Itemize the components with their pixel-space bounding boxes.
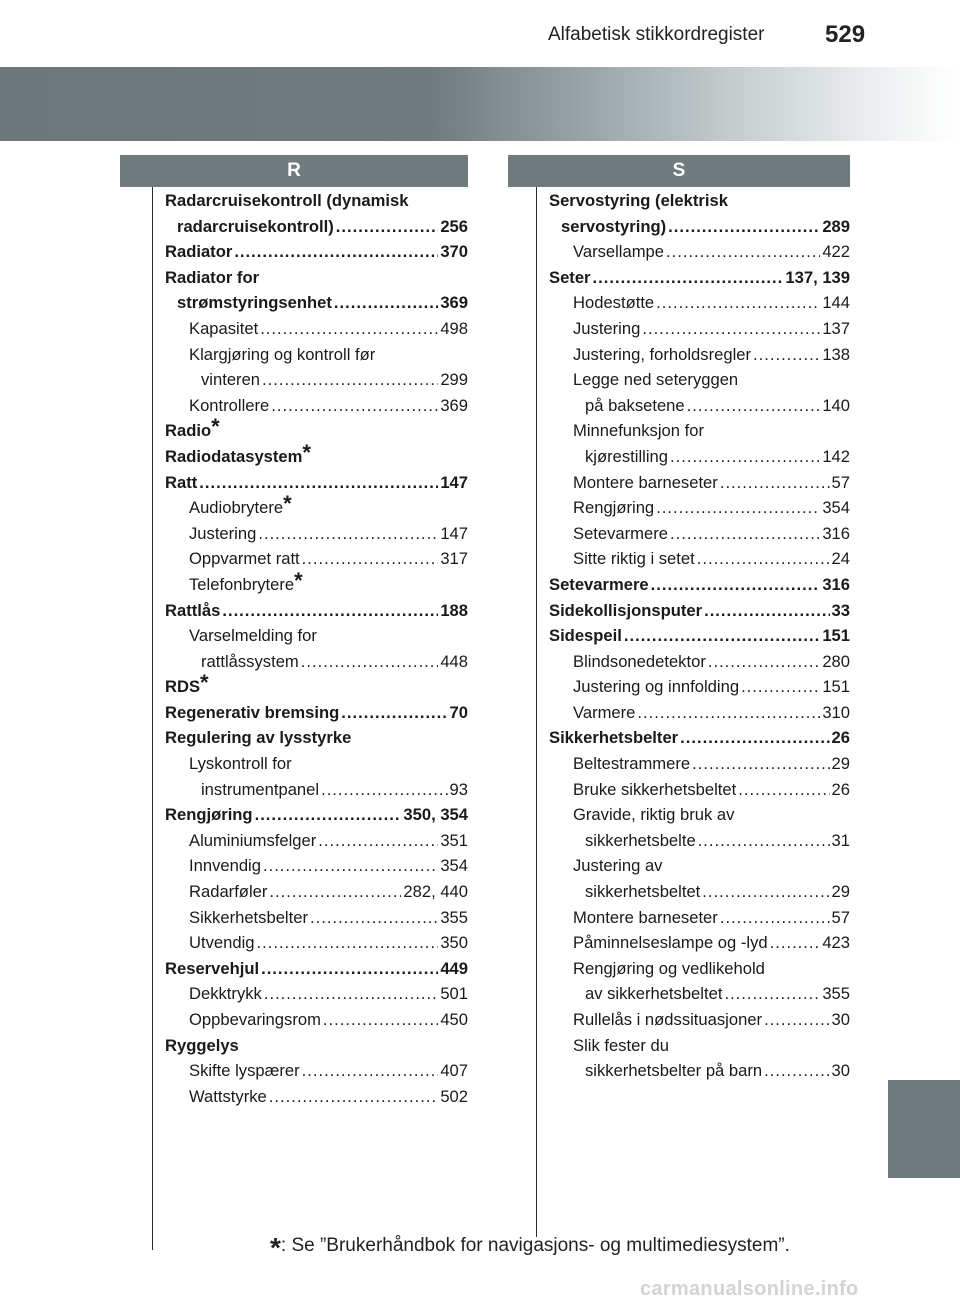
index-entry: [165, 905, 468, 931]
dot-leader: [764, 1007, 829, 1033]
dot-leader: [764, 1058, 829, 1084]
dot-leader: [637, 700, 820, 726]
index-entry-term: Ratt: [165, 472, 198, 492]
dot-leader: [263, 853, 438, 879]
footnote: [270, 1232, 870, 1264]
index-entry-term: Radiator for: [165, 267, 260, 287]
index-entry-page: 310: [822, 702, 850, 722]
index-entry-term: Justering: [189, 523, 257, 543]
index-entry-page: 147: [440, 523, 468, 543]
index-entry: [549, 188, 850, 214]
index-entry-page: 351: [440, 830, 468, 850]
index-entry-term: Minnefunksjon for: [573, 421, 704, 441]
index-entry-term: radarcruisekontroll): [177, 216, 334, 236]
column-divider-left: [152, 187, 153, 1250]
index-entry-page: 188: [440, 600, 468, 620]
page-number: 529: [825, 21, 866, 48]
dot-leader: [698, 828, 830, 854]
index-entry-term: Skifte lyspærer: [189, 1061, 300, 1081]
index-entry-term: på baksetene: [585, 395, 685, 415]
index-entry-term: sikkerhetsbeltet: [585, 882, 701, 902]
index-entry-page: 33: [831, 600, 850, 620]
dot-leader: [687, 393, 821, 419]
dot-leader: [336, 214, 439, 240]
index-entry-page: 30: [831, 1061, 850, 1081]
index-entry-page: 57: [831, 472, 850, 492]
index-entry-term: Reservehjul: [165, 958, 260, 978]
dot-leader: [753, 342, 820, 368]
header-banner: [0, 67, 960, 141]
index-entry: [165, 623, 468, 649]
index-entry: [165, 649, 468, 675]
index-entry-term: Kontrollere: [189, 395, 270, 415]
index-entry-term: Klargjøring og kontroll før: [189, 344, 376, 364]
dot-leader: [770, 930, 821, 956]
index-entry: [165, 470, 468, 496]
index-entry-term: Sitte riktig i setet: [573, 549, 695, 569]
index-entry: [549, 495, 850, 521]
index-entry-term: Slik fester du: [573, 1035, 669, 1055]
index-entry: [549, 981, 850, 1007]
footnote-marker: *: [270, 1232, 281, 1263]
index-entry: [549, 674, 850, 700]
index-entry-page: 355: [822, 984, 850, 1004]
index-entry: [549, 521, 850, 547]
index-entry-page: 30: [831, 1010, 850, 1029]
index-entry: [549, 546, 850, 572]
index-entry: [165, 367, 468, 393]
section-tab: [888, 1080, 960, 1178]
index-entry-page: 137: [822, 318, 850, 338]
index-entry: [549, 853, 850, 879]
dot-leader: [692, 751, 829, 777]
index-entry: [549, 316, 850, 342]
dot-leader: [321, 777, 447, 803]
index-entry: [165, 1084, 468, 1110]
index-entry: [165, 1007, 468, 1033]
dot-leader: [680, 725, 829, 751]
dot-leader: [264, 981, 438, 1007]
dot-leader: [642, 316, 820, 342]
dot-leader: [318, 828, 438, 854]
index-entry-term: Legge ned seteryggen: [573, 370, 739, 390]
index-entry: [549, 444, 850, 470]
index-entry: [549, 879, 850, 905]
index-entry-term: RDS: [165, 677, 201, 697]
dot-leader: [310, 905, 438, 931]
index-entry-term: Sidespeil: [549, 626, 622, 646]
index-entry-term: Montere barneseter: [573, 472, 718, 492]
index-entry: [549, 393, 850, 419]
index-entry-page: 423: [822, 933, 850, 953]
index-entry-term: Rattlås: [165, 600, 221, 620]
index-entry-page: 370: [440, 242, 468, 262]
index-entry: [165, 930, 468, 956]
index-entry: [549, 700, 850, 726]
index-entry-term: Hodestøtte: [573, 293, 655, 313]
index-entry-term: strømstyringsenhet: [177, 293, 332, 313]
index-entry-term: Rengjøring: [573, 498, 655, 518]
index-entry-page: 299: [440, 370, 468, 390]
index-entry: [549, 470, 850, 496]
dot-leader: [262, 367, 438, 393]
dot-leader: [255, 802, 402, 828]
index-entry-page: 350: [440, 933, 468, 953]
index-entry-term: Telefonbrytere: [189, 574, 295, 594]
index-entry-page: 407: [440, 1061, 468, 1081]
index-entry: [549, 1007, 850, 1033]
index-entry: [165, 316, 468, 342]
index-entry-page: 151: [822, 677, 850, 697]
index-entry-page: 422: [822, 242, 850, 262]
index-entry: [549, 930, 850, 956]
index-entry: [165, 598, 468, 624]
index-entry-page: 450: [440, 1010, 468, 1029]
dot-leader: [301, 649, 439, 675]
index-entry: [165, 802, 468, 828]
index-entry-term: Kapasitet: [189, 318, 259, 338]
index-entry-term: Regenerativ bremsing: [165, 702, 340, 722]
index-entry-page: 498: [440, 318, 468, 338]
index-entry-term: Sikkerhetsbelter: [549, 728, 679, 748]
index-entry-term: Montere barneseter: [573, 907, 718, 927]
index-entry-page: 31: [831, 830, 850, 850]
index-entry-term: Regulering av lysstyrke: [165, 728, 352, 748]
dot-leader: [656, 290, 820, 316]
dot-leader: [323, 1007, 438, 1033]
index-entry: [165, 342, 468, 368]
index-entry-term: kjørestilling: [585, 446, 668, 466]
index-entry-term: Justering og innfolding: [573, 677, 740, 697]
index-entry-term: Setevarmere: [549, 574, 649, 594]
index-entry-page: 502: [440, 1086, 468, 1106]
index-entry-page: 350, 354: [403, 805, 468, 825]
dot-leader: [702, 879, 829, 905]
index-entry-page: 354: [822, 498, 850, 518]
index-entry: [549, 239, 850, 265]
dot-leader: [341, 700, 447, 726]
index-entry-term: Servostyring (elektrisk: [549, 191, 728, 210]
index-entry-term: instrumentpanel: [201, 779, 320, 799]
index-entry-page: 137, 139: [785, 267, 850, 287]
index-entry-page: 316: [822, 574, 850, 594]
index-entry: [165, 828, 468, 854]
index-entry-page: 449: [440, 958, 468, 978]
index-entry: [165, 1058, 468, 1084]
index-entry: Radio *: [165, 418, 468, 444]
index-entry-page: 57: [831, 907, 850, 927]
index-entry-term: servostyring): [561, 216, 667, 236]
index-entry-term: Justering: [573, 318, 641, 338]
watermark: carmanualsonline.info: [640, 1278, 859, 1300]
index-entry: [165, 290, 468, 316]
column-heading-s: S: [508, 155, 850, 187]
index-entry-page: 144: [822, 293, 850, 313]
index-entry-page: 282, 440: [403, 882, 468, 902]
index-entry: [165, 239, 468, 265]
index-entry-term: Beltestrammere: [573, 754, 691, 774]
dot-leader: [261, 956, 438, 982]
index-entry-page: 354: [440, 856, 468, 876]
index-entry-page: 501: [440, 984, 468, 1004]
index-entry: [165, 981, 468, 1007]
index-entry-term: sikkerhetsbelter på barn: [585, 1061, 763, 1081]
index-entry: [165, 956, 468, 982]
dot-leader: [269, 1084, 439, 1110]
column-divider-middle: [536, 187, 537, 1237]
index-entry-page: 369: [440, 395, 468, 415]
dot-leader: [708, 649, 820, 675]
index-entry-term: Påminnelseslampe og -lyd: [573, 933, 768, 953]
index-entry: [549, 418, 850, 444]
dot-leader: [670, 521, 820, 547]
index-column-r: [165, 188, 468, 1109]
index-entry-page: 369: [440, 293, 468, 313]
index-entry: [549, 623, 850, 649]
index-entry-term: Justering, forholdsregler: [573, 344, 752, 364]
index-entry-term: sikkerhetsbelte: [585, 830, 696, 850]
index-entry-page: 448: [440, 651, 468, 671]
index-entry: [165, 879, 468, 905]
index-entry: [549, 1058, 850, 1084]
index-entry: [165, 188, 468, 214]
index-entry-term: Oppbevaringsrom: [189, 1010, 321, 1029]
index-entry: [549, 802, 850, 828]
dot-leader: [697, 546, 830, 572]
index-entry: [549, 751, 850, 777]
dot-leader: [656, 495, 820, 521]
dot-leader: [593, 265, 784, 291]
index-entry-term: Bruke sikkerhetsbeltet: [573, 779, 737, 799]
index-entry-term: Varmere: [573, 702, 636, 722]
dot-leader: [302, 546, 439, 572]
dot-leader: [257, 930, 439, 956]
index-entry-term: Gravide, riktig bruk av: [573, 805, 735, 825]
dot-leader: [271, 393, 438, 419]
dot-leader: [668, 214, 820, 240]
index-entry-page: 317: [440, 549, 468, 569]
index-entry: [549, 572, 850, 598]
index-entry-term: Radio: [165, 421, 212, 441]
index-entry-page: 355: [440, 907, 468, 927]
index-entry-term: Seter: [549, 267, 591, 287]
dot-leader: [234, 239, 438, 265]
dot-leader: [334, 290, 438, 316]
index-entry: [549, 725, 850, 751]
dot-leader: [720, 905, 830, 931]
index-entry-term: Varsellampe: [573, 242, 664, 262]
index-entry: [549, 649, 850, 675]
index-entry-term: Wattstyrke: [189, 1086, 267, 1106]
index-entry: [165, 265, 468, 291]
header-title: Alfabetisk stikkordregister: [548, 24, 765, 45]
index-entry: [549, 342, 850, 368]
index-entry-term: Sidekollisjonsputer: [549, 600, 703, 620]
index-entry: [165, 725, 468, 751]
index-entry-term: Varselmelding for: [189, 626, 317, 646]
index-entry: [165, 853, 468, 879]
index-entry-term: Utvendig: [189, 933, 255, 953]
index-entry-page: 316: [822, 523, 850, 543]
index-entry: [549, 1033, 850, 1059]
index-entry: [549, 214, 850, 240]
index-entry: [549, 290, 850, 316]
index-entry-term: Radiator: [165, 242, 233, 262]
index-entry-term: vinteren: [201, 370, 261, 390]
index-entry-page: 256: [440, 216, 468, 236]
index-entry-term: Dekktrykk: [189, 984, 262, 1004]
index-column-s: [549, 188, 850, 1084]
index-entry-page: 147: [440, 472, 468, 492]
index-entry-term: av sikkerhetsbeltet: [585, 984, 723, 1004]
index-entry-term: Blindsonedetektor: [573, 651, 706, 671]
index-entry-term: Rengjøring: [165, 805, 253, 825]
index-entry-term: Lyskontroll for: [189, 754, 292, 774]
column-heading-r: R: [120, 155, 468, 187]
dot-leader: [741, 674, 820, 700]
index-entry-term: Oppvarmet ratt: [189, 549, 300, 569]
index-entry: [549, 956, 850, 982]
index-entry: [549, 367, 850, 393]
dot-leader: [260, 316, 438, 342]
dot-leader: [666, 239, 820, 265]
index-entry-page: 93: [449, 779, 468, 799]
index-entry-term: Radarcruisekontroll (dynamisk: [165, 191, 409, 210]
index-entry: [165, 700, 468, 726]
dot-leader: [724, 981, 820, 1007]
index-entry-page: 26: [831, 779, 850, 799]
dot-leader: [651, 572, 821, 598]
index-entry-page: 151: [822, 626, 850, 646]
index-entry: [165, 214, 468, 240]
index-entry-term: Aluminiumsfelger: [189, 830, 317, 850]
dot-leader: [624, 623, 820, 649]
index-entry: [165, 521, 468, 547]
index-entry-page: 289: [822, 216, 850, 236]
index-entry: [165, 751, 468, 777]
dot-leader: [720, 470, 830, 496]
index-entry-page: 280: [822, 651, 850, 671]
index-entry: [549, 598, 850, 624]
index-entry-page: 140: [822, 395, 850, 415]
index-entry: Audiobrytere *: [165, 495, 468, 521]
index-entry-term: Ryggelys: [165, 1035, 239, 1055]
index-entry: [549, 905, 850, 931]
index-entry: Telefonbrytere *: [165, 572, 468, 598]
index-entry: RDS *: [165, 674, 468, 700]
index-entry-term: Radarføler: [189, 882, 268, 902]
index-entry-page: 29: [831, 882, 850, 902]
index-entry-term: Sikkerhetsbelter: [189, 907, 308, 927]
index-entry-term: Setevarmere: [573, 523, 668, 543]
index-entry-term: Innvendig: [189, 856, 261, 876]
dot-leader: [670, 444, 820, 470]
dot-leader: [704, 598, 829, 624]
dot-leader: [269, 879, 401, 905]
index-entry-page: 138: [822, 344, 850, 364]
index-entry-term: Rengjøring og vedlikehold: [573, 958, 765, 978]
dot-leader: [258, 521, 438, 547]
dot-leader: [302, 1058, 439, 1084]
index-entry-term: Justering av: [573, 856, 663, 876]
index-entry-page: 29: [831, 754, 850, 774]
index-entry: [549, 777, 850, 803]
index-entry-term: Audiobrytere: [189, 498, 284, 518]
index-entry: [165, 777, 468, 803]
footnote-text: : Se ”Brukerhåndbok for navigasjons- og multimediesystem”.: [280, 1235, 790, 1256]
dot-leader: [199, 470, 438, 496]
index-entry-page: 26: [831, 728, 850, 748]
index-entry: Radiodatasystem *: [165, 444, 468, 470]
index-entry-term: rattlåssystem: [201, 651, 299, 671]
index-entry: [549, 265, 850, 291]
index-entry-term: Rullelås i nødssituasjoner: [573, 1010, 763, 1029]
index-entry-term: Radiodatasystem: [165, 446, 303, 466]
dot-leader: [738, 777, 829, 803]
index-entry: [165, 546, 468, 572]
index-entry-page: 142: [822, 446, 850, 466]
dot-leader: [222, 598, 438, 624]
index-entry-page: 70: [449, 702, 468, 722]
index-entry-page: 24: [831, 549, 850, 569]
index-entry: [549, 828, 850, 854]
index-entry: [165, 1033, 468, 1059]
